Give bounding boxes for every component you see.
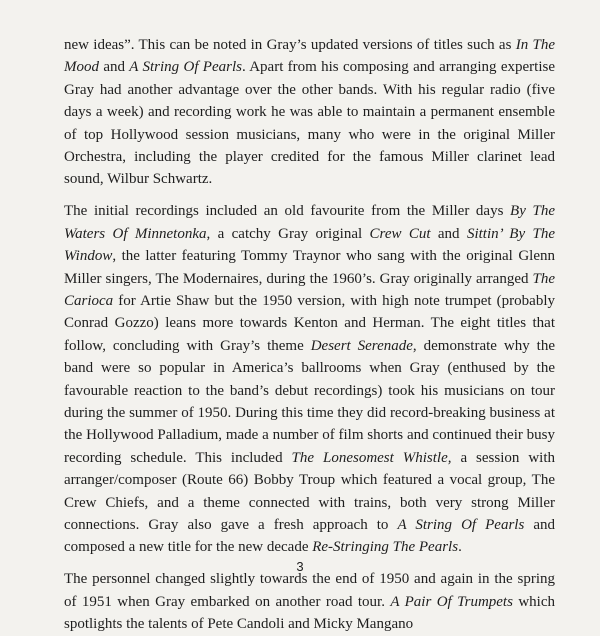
text-run: The initial recordings included an old favourite from the Miller days [64, 203, 511, 220]
text-run: , the latter featuring Tommy Traynor who sang with the original Glenn Miller singers, The Modernaires, during the 1960’s. Gray originally arranged [64, 248, 555, 287]
italic-title: The Carioca [64, 270, 555, 309]
text-run: for Artie Shaw but the 1950 version, with high note trumpet (probably Conrad Gozzo) leans more towards Kenton and Herman. The eight titles that follow, concluding with Gray’s theme [64, 292, 555, 354]
text-run: and composed a new title for the new decade [64, 517, 555, 556]
italic-title: A String Of Pearls [397, 517, 525, 534]
italic-title: By The Waters Of Minnetonka [64, 203, 555, 242]
italic-title: A String Of Pearls [129, 59, 242, 76]
italic-title: In The Mood [64, 37, 556, 76]
text-run: . Apart from his composing and arranging expertise Gray had another advantage over the other bands. With his regular radio (five days a week) and recording work he was able to maintain a permanent ensemble of top Hollywood session musicians, many who were in the original Miller Orchestra, including the player credited for the famous Miller clarinet lead sound, Wilbur Schwartz. [64, 59, 555, 188]
paragraph [64, 568, 555, 635]
text-run: a session with arranger/composer (Route 66) Bobby Troup which featured a vocal group, The Crew Chiefs, and a theme connected with trains, both very strong Miller connections. Gray also gave a fresh approach to [64, 449, 555, 534]
page-number: 3 [296, 559, 304, 574]
italic-title: The Lonesomest Whistle, [291, 449, 452, 466]
text-run: The personnel changed slightly towards the end of 1950 and again in the spring of 1951 when Gray embarked on another road tour. [64, 571, 555, 610]
text-run: which spotlights the talents of Pete Candoli and Micky Mangano [64, 593, 556, 633]
italic-title: A Pair Of Trumpets [390, 593, 513, 610]
paragraph [64, 34, 555, 191]
text-run: and [430, 225, 467, 242]
italic-title: Desert Serenade [310, 337, 413, 354]
text-run: new ideas”. This can be noted in Gray’s updated versions of titles such as [64, 37, 516, 53]
italic-title: Re-Stringing The Pearls [312, 539, 459, 556]
text-run: , a catchy Gray original [206, 225, 370, 242]
italic-title: Sittin’ By The Window [64, 225, 555, 265]
text-run: . [458, 539, 462, 556]
italic-title: Crew Cut [369, 225, 431, 242]
text-run: and [99, 59, 130, 76]
body-text [64, 34, 555, 636]
text-run: , demonstrate why the band were so popular in America’s ballrooms when Gray (enthused by the favourable reaction to the band’s debut recordings) took his musicians on tour during the summer of 1950. During this time they did record-breaking business at the Hollywood Palladium, made a number of film shorts and continued their busy recording schedule. This included [64, 337, 555, 466]
paragraph [64, 200, 555, 559]
